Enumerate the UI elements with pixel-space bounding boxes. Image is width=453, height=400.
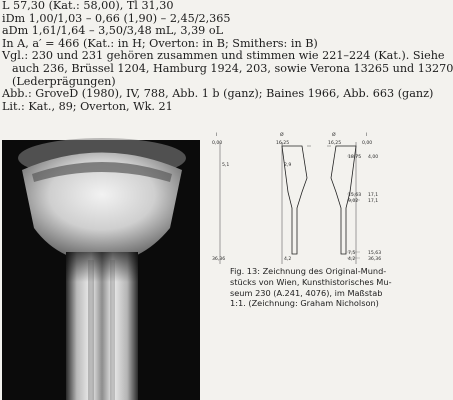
left-mid-label: 2,9: [284, 163, 292, 168]
literature-line: Lit.: Kat., 89; Overton, Wk. 21: [2, 99, 173, 113]
right-label-a-5: 4,2: [348, 257, 356, 262]
right-diam-value: 16,25: [328, 141, 342, 146]
mouthpiece-cross-section-drawing: [206, 128, 400, 268]
comparison-line-2: auch 236, Brüssel 1204, Hamburg 1924, 203, sowie Verona 13265 und 13270: [12, 61, 453, 75]
comparison-line: Vgl.: 230 und 231 gehören zusammen und stimmen wie 221–224 (Kat.). Siehe: [2, 49, 445, 63]
figure-caption: [230, 266, 400, 309]
left-header-value: 0,00: [212, 141, 223, 146]
left-diam-value: 16,25: [276, 141, 290, 146]
inner-diameter-line: iDm 1,00/1,03 – 0,66 (1,90) – 2,45/2,365: [2, 11, 231, 25]
right-label-b-1: 4,00: [368, 155, 379, 160]
right-diam-mark: Ø: [332, 133, 336, 138]
length-line: L 57,30 (Kat.: 58,00), Tl 31,30: [2, 0, 174, 12]
comparison-line-3: (Lederprägungen): [12, 74, 116, 88]
right-label-a-4: 7,5: [348, 251, 356, 256]
illustration-line: Abb.: GroveD (1980), IV, 788, Abb. 1 b (ganz); Baines 1966, Abb. 663 (ganz): [2, 87, 434, 101]
left-bottom-outer-label: 36,36: [212, 257, 226, 262]
caption-line-3: seum 230 (A.241, 4076), im Maßstab: [230, 287, 383, 298]
left-outer-label: 5,1: [222, 163, 230, 168]
right-label-b-4: 15,63: [368, 251, 382, 256]
right-label-a-2: 15,63: [348, 193, 362, 198]
right-label-b-2: 17,1: [368, 193, 379, 198]
left-header-mark: l: [216, 133, 218, 138]
caption-line-2: stücks von Wien, Kunsthistorisches Mu-: [230, 276, 392, 287]
left-bottom-inner-label: 4,2: [284, 257, 292, 262]
right-header-value: 0,00: [362, 141, 373, 146]
right-header-mark: l: [366, 133, 368, 138]
outer-diameter-line: aDm 1,61/1,64 – 3,50/3,48 mL, 3,39 oL: [2, 24, 224, 38]
left-diam-mark: Ø: [280, 133, 284, 138]
right-label-a-1: 18,75: [348, 155, 362, 160]
right-label-b-3: 17,1: [368, 199, 379, 204]
right-label-a-3: 9,02: [348, 199, 359, 204]
caption-line-4: 1:1. (Zeichnung: Graham Nicholson): [230, 298, 379, 309]
right-label-b-5: 36,36: [368, 257, 382, 262]
mouthpiece-xray-photo: [2, 140, 200, 400]
caption-line-1: Fig. 13: Zeichnung des Original-Mund-: [230, 266, 387, 276]
pitch-line: In A, a′ = 466 (Kat.: in H; Overton: in B; Smithers: in B): [2, 36, 318, 50]
catalogue-text: [2, 0, 453, 113]
